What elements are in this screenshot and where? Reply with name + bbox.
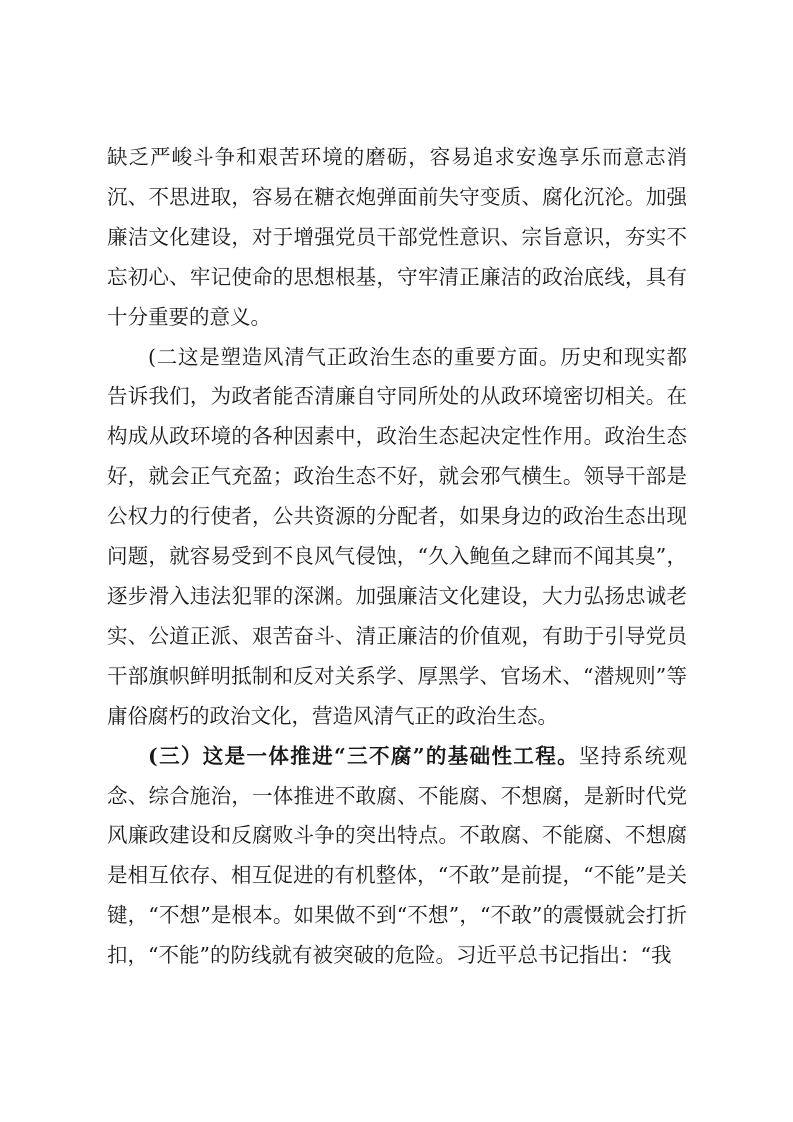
paragraph-section-2 (107, 338, 687, 737)
paragraph-text: 缺乏严峻斗争和艰苦环境的磨砺，容易追求安逸享乐而意志消沉、不思进取，容易在糖衣炮弹面前失守变质、腐化沉沦。加强廉洁文化建设，对于增强党员干部党性意识、宗旨意识，夯实不忘初心、牢记使命的思想根基，守牢清正廉洁的政治底线，具有十分重要的意义。 (107, 145, 687, 329)
paragraph-section-3 (107, 737, 687, 976)
paragraph-text: (二这是塑造风清气正政治生态的重要方面。历史和现实都告诉我们，为政者能否清廉自守同所处的从政环境密切相关。在构成从政环境的各种因素中，政治生态起决定性作用。政治生态好，就会正气充盈；政治生态不好，就会邪气横生。领导干部是公权力的行使者，公共资源的分配者，如果身边的政治生态出现问题，就容易受到不良风气侵蚀，“久入鲍鱼之肆而不闻其臭”，逐步滑入违法犯罪的深渊。加强廉洁文化建设，大力弘扬忠诚老实、公道正派、艰苦奋斗、清正廉洁的价值观，有助于引导党员干部旗帜鲜明抵制和反对关系学、厚黑学、官场术、“潜规则”等庸俗腐朽的政治文化，营造风清气正的政治生态。 (107, 344, 687, 728)
paragraph-continuation (107, 138, 687, 338)
document-body (107, 138, 687, 976)
paragraph-text: 坚持系统观念、综合施治，一体推进不敢腐、不能腐、不想腐，是新时代党风廉政建设和反腐败斗争的突出特点。不敢腐、不能腐、不想腐是相互依存、相互促进的有机整体，“不敢”是前提，“不能”是关键，“不想”是根本。如果做不到“不想”，“不敢”的震慑就会打折扣，“不能”的防线就有被突破的危险。习近平总书记指出：“我 (107, 743, 687, 968)
section-heading: (三）这是一体推进“三不腐”的基础性工程。 (148, 743, 580, 768)
